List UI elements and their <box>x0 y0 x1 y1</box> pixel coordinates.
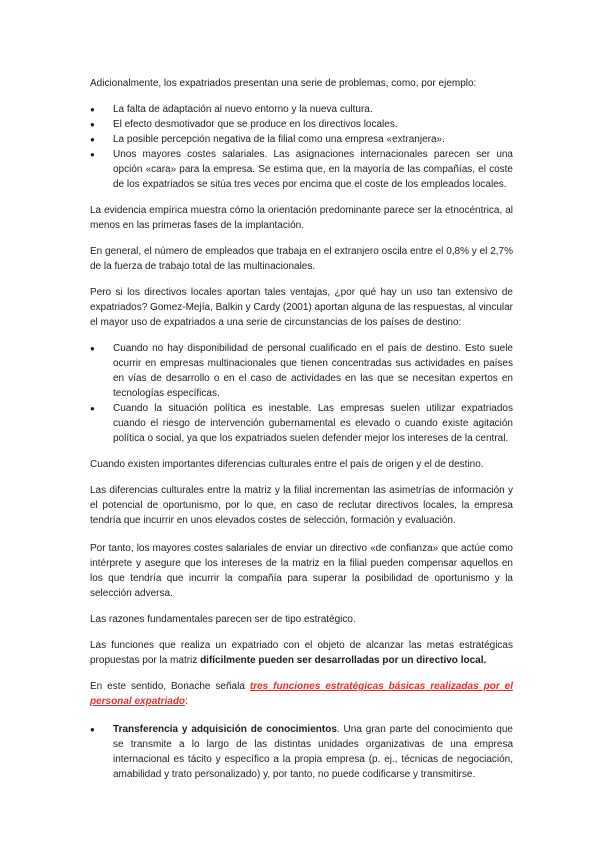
strategic-reasons-paragraph: Las razones fundamentales parecen ser de tipo estratégico. <box>90 614 356 625</box>
functions-list <box>90 722 513 782</box>
employees-paragraph: En general, el número de empleados que trabaja en el extranjero oscila entre el 0,8% y el 2,7% de la fuerza de trabajo total de las multinacionales. <box>90 246 513 272</box>
intro-paragraph: Adicionalmente, los expatriados presentan una serie de problemas, como, por ejemplo: <box>90 78 477 89</box>
emphasis-text: difícilmente pueden ser desarrolladas por un directivo local. <box>200 655 487 666</box>
problems-list <box>90 102 513 192</box>
list-item: ● El efecto desmotivador que se produce en los directivos locales. <box>90 119 398 130</box>
bullet-icon: ● <box>90 404 95 413</box>
evidence-paragraph: La evidencia empírica muestra cómo la orientación predominante parece ser la etnocéntrica, al menos en las primeras fases de la implantación. <box>90 205 513 231</box>
bullet-icon: ● <box>90 344 95 353</box>
bonache-paragraph: En este sentido, Bonache señala tres funciones estratégicas básicas realizadas por el personal expatriado: <box>90 681 513 707</box>
highlighted-text: tres funciones estratégicas básicas realizadas por el personal expatriado <box>90 681 513 707</box>
item-heading: Transferencia y adquisición de conocimientos <box>113 724 337 735</box>
bullet-icon: ● <box>90 150 95 159</box>
costs-paragraph: Por tanto, los mayores costes salariales de enviar un directivo «de confianza» que actúe como intérprete y asegure que los intereses de la matriz en la filial pueden compensar aquellos en los que tendría que incurrir la compañía para superar la posibilidad de oportunismo y la selección adversa. <box>90 543 513 599</box>
list-item: ● Unos mayores costes salariales. Las asignaciones internacionales parecen ser una opción «cara» para la empresa. Se estima que, en la mayoría de las compañías, el coste de los expatriados se sitúa tres veces por encima que el coste de los empleados locales. <box>90 149 513 190</box>
cultural-differences-paragraph: Cuando existen importantes diferencias culturales entre el país de origen y el de destino. <box>90 459 484 470</box>
functions-paragraph: Las funciones que realiza un expatriado con el objeto de alcanzar las metas estratégicas propuestas por la matriz difícilmente pueden ser desarrolladas por un directivo local. <box>90 640 513 666</box>
bullet-icon: ● <box>90 135 95 144</box>
list-item: ● Cuando la situación política es inestable. Las empresas suelen utilizar expatriados cuando el riesgo de intervención gubernamental es elevado o cuando existe agitación política o social, ya que los expatriados suelen defender mejor los intereses de la central. <box>90 403 513 444</box>
document-page <box>90 76 513 793</box>
circumstances-list <box>90 341 513 446</box>
bullet-icon: ● <box>90 725 95 734</box>
list-item: ● Cuando no hay disponibilidad de personal cualificado en el país de destino. Esto suele ocurrir en empresas multinacionales que tienen concentradas sus actividades en países en vías de desarrollo o en el caso de actividades en las que se necesitan expertos en tecnologías específicas. <box>90 343 513 399</box>
list-item: ● Transferencia y adquisición de conocimientos. Una gran parte del conocimiento que se transmite a lo largo de las distintas unidades organizativas de una empresa internacional es tácito y específico a la propia empresa (p. ej., técnicas de negociación, amabilidad y trato personalizado) y, por tanto, no puede codificarse y transmitirse. <box>90 724 513 780</box>
list-item: ● La falta de adaptación al nuevo entorno y la nueva cultura. <box>90 104 373 115</box>
bullet-icon: ● <box>90 105 95 114</box>
question-paragraph: Pero si los directivos locales aportan tales ventajas, ¿por qué hay un uso tan extensivo de expatriados? Gomez-Mejía, Balkin y Cardy (2001) aportan alguna de las respuestas, al vincular el mayor uso de expatriados a una serie de circunstancias de los países de destino: <box>90 287 513 328</box>
asymmetries-paragraph: Las diferencias culturales entre la matriz y la filial incrementan las asimetrías de información y el potencial de oportunismo, por lo que, en caso de reclutar directivos locales, la empresa tendría que incurrir en unos elevados costes de selección, formación y evaluación. <box>90 485 513 526</box>
list-item: ● La posible percepción negativa de la filial como una empresa «extranjera». <box>90 134 445 145</box>
bullet-icon: ● <box>90 120 95 129</box>
